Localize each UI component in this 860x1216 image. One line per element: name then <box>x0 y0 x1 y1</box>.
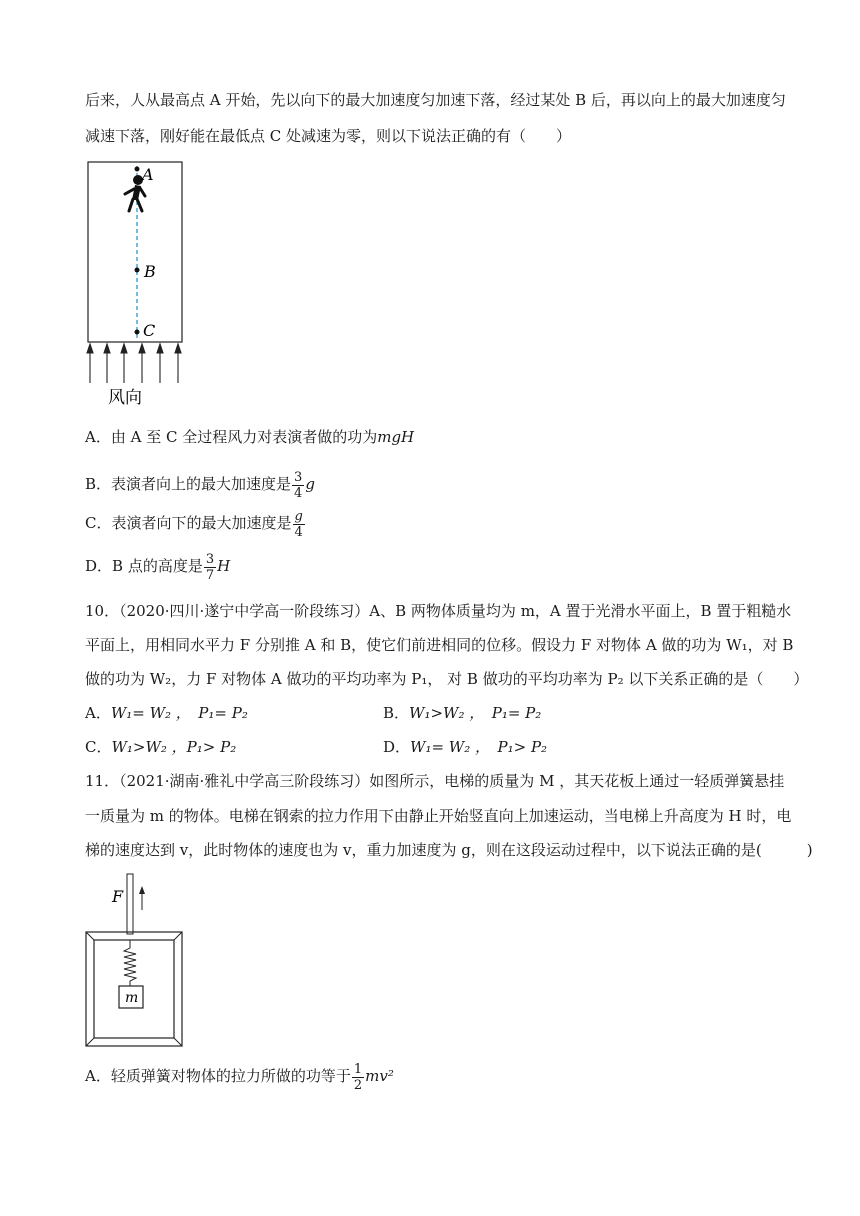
label-f: F <box>112 887 124 906</box>
point-b-dot <box>135 268 140 273</box>
fraction: $\frac{g}{4}$ <box>294 508 303 540</box>
q9-stem-line-2: 减速下落，刚好能在最低点 C 处减速为零，则以下说法正确的有（ ） <box>85 127 572 145</box>
q10-stem-line-1: 10．（2020·四川·遂宁中学高一阶段练习）A、B 两物体质量均为 m，A 置于光滑水平面上，B 置于粗糙水 <box>85 602 792 620</box>
q11-stem-line-3: 梯的速度达到 v，此时物体的速度也为 v，重力加速度为 g，则在这段运动过程中，以下说法正确的是( ) <box>85 841 813 859</box>
wind-direction-caption: 风向 <box>108 388 142 408</box>
elevator-figure <box>80 872 190 1050</box>
q10-option-a[interactable]: A．W₁= W₂ ， P₁= P₂ <box>85 704 248 722</box>
q10-stem-line-2: 平面上，用相同水平力 F 分别推 A 和 B，使它们前进相同的位移。假设力 F 对物体 A 做的功为 W₁，对 B <box>85 636 794 654</box>
q10-option-b[interactable]: B．W₁>W₂ ， P₁= P₂ <box>383 704 542 722</box>
steel-cable <box>127 874 133 934</box>
wind-tunnel-figure <box>80 156 190 411</box>
q9-stem-line-1: 后来，人从最高点 A 开始，先以向下的最大加速度匀加速下落，经过某处 B 后，再以向上的最大加速度匀 <box>85 91 786 109</box>
q9-option-d[interactable]: D．B 点的高度是 $\frac{3}{7}$ H <box>85 551 231 583</box>
q10-option-d[interactable]: D．W₁= W₂ ， P₁> P₂ <box>383 738 548 756</box>
q11-option-a[interactable]: A．轻质弹簧对物体的拉力所做的功等于 $\frac{1}{2}$ mv² <box>85 1061 394 1093</box>
spring-icon <box>124 940 136 986</box>
label-c: C <box>143 321 156 340</box>
fraction: $\frac{3}{4}$ <box>294 469 303 501</box>
label-m: m <box>125 990 139 1006</box>
label-a: A <box>142 165 154 184</box>
q10-option-c[interactable]: C．W₁>W₂ ，P₁> P₂ <box>85 738 237 756</box>
fraction: $\frac{3}{7}$ <box>205 551 215 583</box>
label-b: B <box>144 262 156 281</box>
up-arrow-icon <box>139 886 145 910</box>
point-c-dot <box>135 330 140 335</box>
q9-option-a[interactable]: A．由 A 至 C 全过程风力对表演者做的功为mgH <box>85 428 415 446</box>
q9-option-c[interactable]: C．表演者向下的最大加速度是 $\frac{g}{4}$ <box>85 508 303 540</box>
wind-arrows-icon <box>87 344 181 383</box>
q11-stem-line-2: 一质量为 m 的物体。电梯在钢索的拉力作用下由静止开始竖直向上加速运动，当电梯上升高度为 H 时，电 <box>85 807 792 825</box>
q9-option-b[interactable]: B．表演者向上的最大加速度是 $\frac{3}{4}$ g <box>85 469 315 501</box>
q10-stem-line-3: 做的功为 W₂，力 F 对物体 A 做功的平均功率为 P₁， 对 B 做功的平均功率为 P₂ 以下关系正确的是（ ） <box>85 670 809 688</box>
fraction: $\frac{1}{2}$ <box>353 1061 363 1093</box>
q11-stem-line-1: 11．（2021·湖南·雅礼中学高三阶段练习）如图所示，电梯的质量为 M ，其天花板上通过一轻质弹簧悬挂 <box>85 772 785 790</box>
